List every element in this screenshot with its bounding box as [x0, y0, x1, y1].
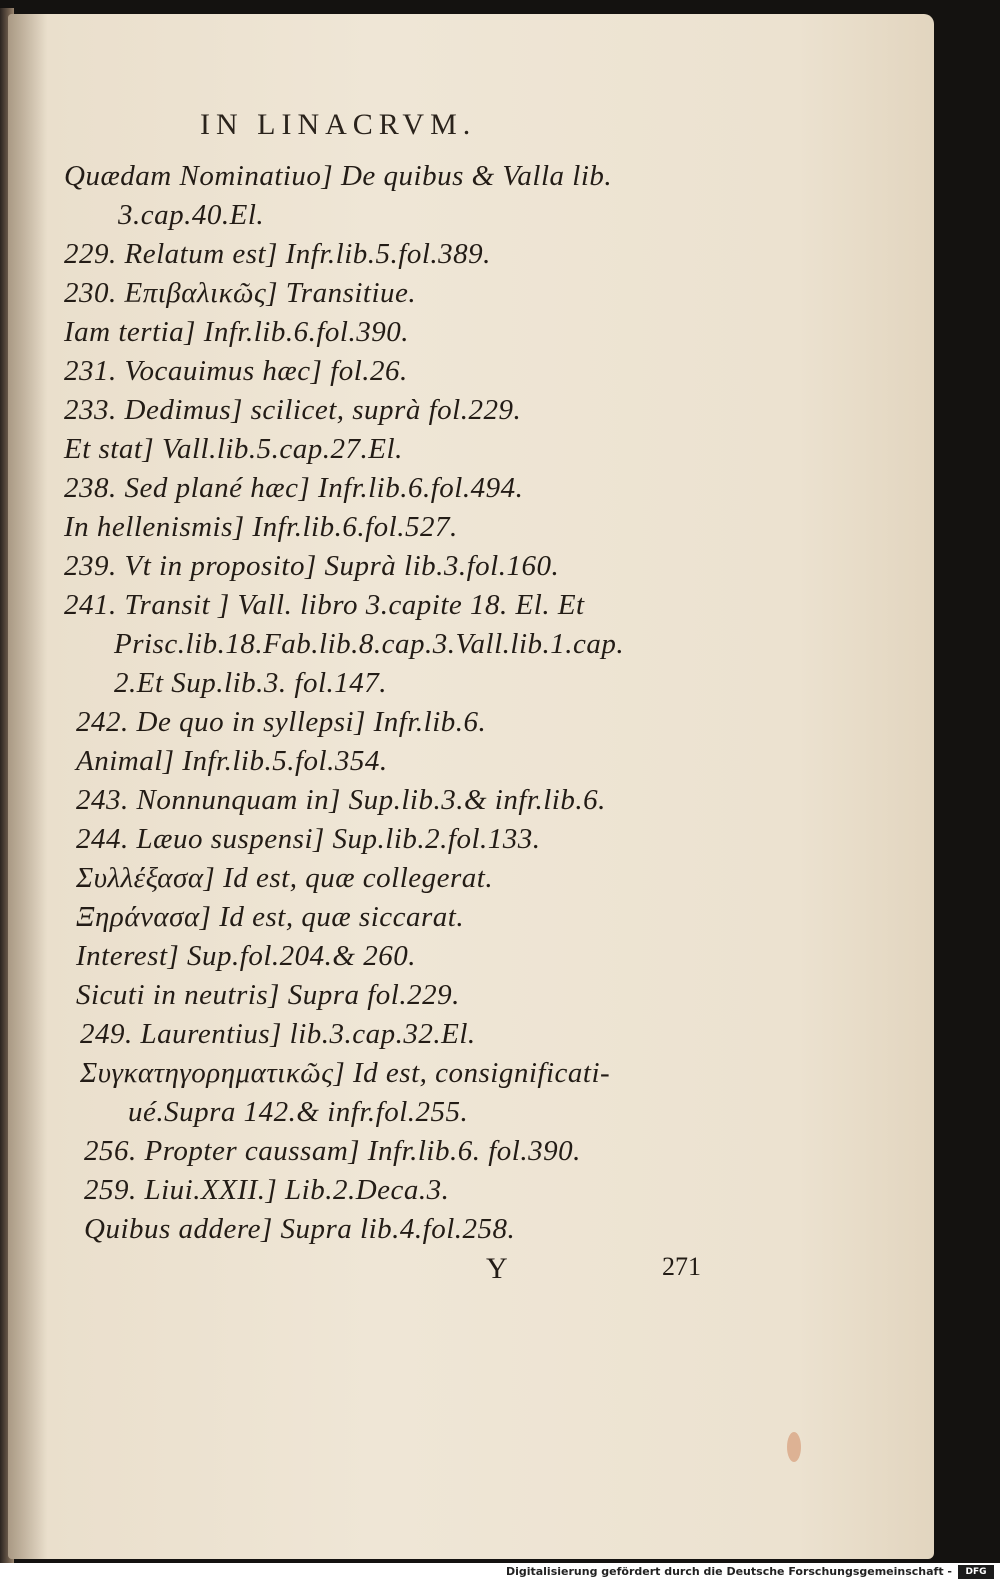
index-entry: 242. De quo in syllepsi] Infr.lib.6. — [76, 706, 487, 738]
index-entry: Quibus addere] Supra lib.4.fol.258. — [84, 1213, 516, 1245]
index-entry: 3.cap.40.El. — [118, 199, 265, 231]
index-entry: 230. Επιβαλικῶς] Transitiue. — [64, 277, 417, 309]
dfg-logo: DFG — [958, 1565, 994, 1579]
index-entry: Animal] Infr.lib.5.fol.354. — [76, 745, 388, 777]
index-entry: ué.Supra 142.& infr.fol.255. — [128, 1096, 469, 1128]
funding-credit: Digitalisierung gefördert durch die Deutsche Forschungsgemeinschaft - — [505, 1565, 952, 1578]
index-entry: 256. Propter caussam] Infr.lib.6. fol.390. — [84, 1135, 581, 1167]
index-entry: In hellenismis] Infr.lib.6.fol.527. — [64, 511, 458, 543]
paper-stain — [787, 1432, 801, 1462]
index-entry: 229. Relatum est] Infr.lib.5.fol.389. — [64, 238, 491, 270]
index-entry: Quædam Nominatiuo] De quibus & Valla lib. — [64, 160, 613, 192]
index-entry: 241. Transit ] Vall. libro 3.capite 18. El. Et — [64, 589, 585, 621]
page-number: 271 — [662, 1252, 701, 1281]
index-entry: Sicuti in neutris] Supra fol.229. — [76, 979, 460, 1011]
index-entry: 2.Et Sup.lib.3. fol.147. — [114, 667, 387, 699]
index-entry: 233. Dedimus] scilicet, suprà fol.229. — [64, 394, 522, 426]
index-entry: Ξηράνασα] Id est, quæ siccarat. — [76, 901, 465, 933]
index-entry: 231. Vocauimus hæc] fol.26. — [64, 355, 408, 387]
signature-mark: Y — [486, 1252, 508, 1285]
running-head: IN LINACRVM. — [200, 108, 477, 141]
index-entry: Et stat] Vall.lib.5.cap.27.El. — [64, 433, 403, 465]
index-entry: 238. Sed plané hæc] Infr.lib.6.fol.494. — [64, 472, 524, 504]
index-entry: 249. Laurentius] lib.3.cap.32.El. — [80, 1018, 476, 1050]
index-entry: Συλλέξασα] Id est, quæ collegerat. — [76, 862, 494, 894]
index-entry: 239. Vt in proposito] Suprà lib.3.fol.160. — [64, 550, 560, 582]
index-entry: Prisc.lib.18.Fab.lib.8.cap.3.Vall.lib.1.cap. — [114, 628, 625, 660]
spine-shadow — [8, 14, 48, 1559]
index-entry: 259. Liui.XXII.] Lib.2.Deca.3. — [84, 1174, 450, 1206]
index-entry: 244. Læuo suspensi] Sup.lib.2.fol.133. — [76, 823, 541, 855]
index-entry: Iam tertia] Infr.lib.6.fol.390. — [64, 316, 409, 348]
index-entry: Συγκατηγορηματικῶς] Id est, consignificati- — [80, 1057, 611, 1089]
index-entry: Interest] Sup.fol.204.& 260. — [76, 940, 416, 972]
index-entry: 243. Nonnunquam in] Sup.lib.3.& infr.lib.6. — [76, 784, 606, 816]
